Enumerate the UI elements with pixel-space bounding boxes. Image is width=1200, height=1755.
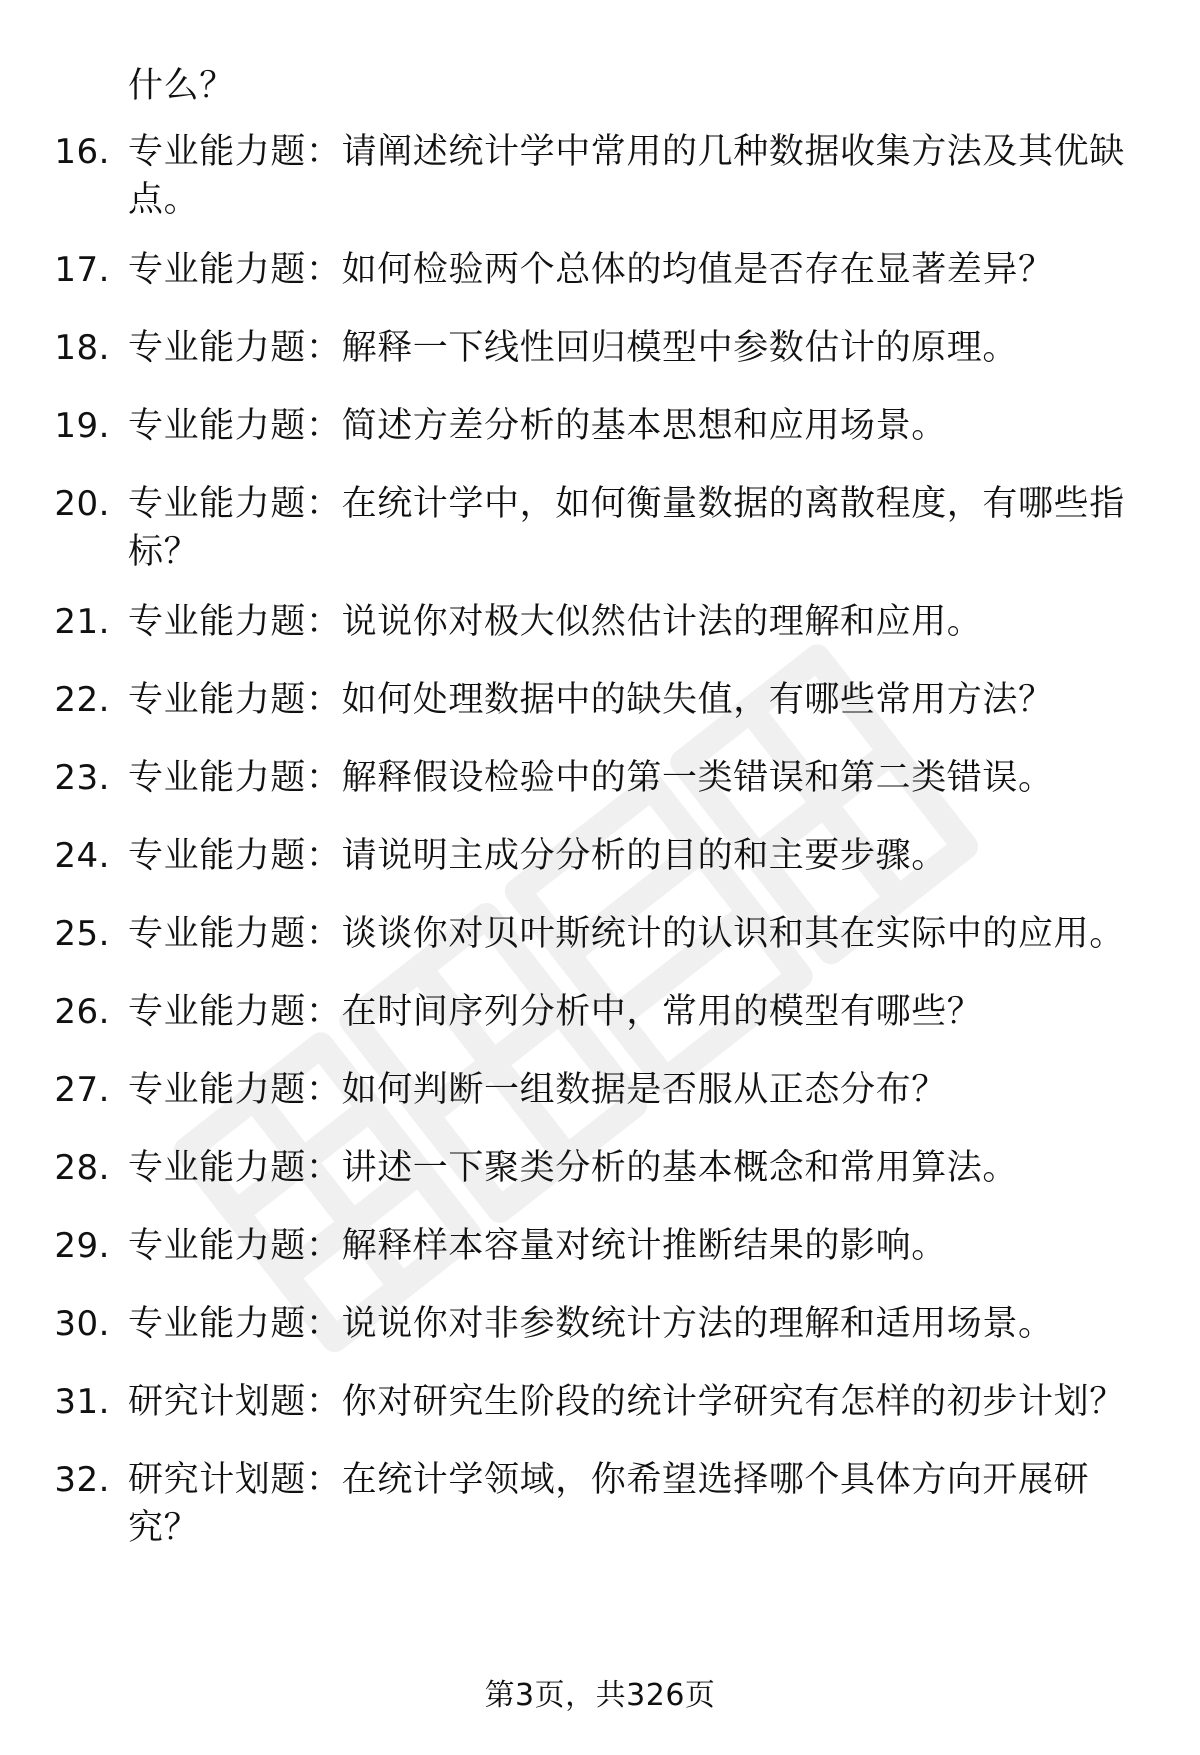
question-body [128,988,1138,1036]
question-number: 24. [54,836,110,876]
question-number: 20. [54,484,110,524]
question-category: 专业能力题： [128,602,342,642]
question-number: 22. [54,680,110,720]
question-number: 25. [54,914,110,954]
question-text: 在时间序列分析中，常用的模型有哪些？ [341,992,983,1032]
question-category: 专业能力题： [128,1304,342,1344]
question-text: 讲述一下聚类分析的基本概念和常用算法。 [341,1148,1019,1188]
question-category: 专业能力题： [128,836,342,876]
question-body [128,480,1138,576]
question-number: 23. [54,758,110,798]
question-text: 说说你对极大似然估计法的理解和应用。 [341,602,983,642]
question-category: 研究计划题： [128,1460,342,1500]
question-text: 你对研究生阶段的统计学研究有怎样的初步计划？ [341,1382,1125,1422]
question-category: 专业能力题： [128,758,342,798]
question-number: 16. [54,132,110,172]
question-number: 26. [54,992,110,1032]
question-text: 如何处理数据中的缺失值，有哪些常用方法？ [341,680,1054,720]
question-body [128,1144,1138,1192]
question-text: 解释假设检验中的第一类错误和第二类错误。 [341,758,1054,798]
question-body [128,754,1138,802]
question-number: 27. [54,1070,110,1110]
question-category: 专业能力题： [128,680,342,720]
question-text: 请阐述统计学中常用的几种数据收集方法及其优缺点。 [128,132,1125,220]
question-body [128,910,1138,958]
question-number: 30. [54,1304,110,1344]
question-body [128,832,1138,880]
question-category: 专业能力题： [128,132,342,172]
question-text: 在统计学中，如何衡量数据的离散程度，有哪些指标？ [128,484,1125,572]
question-text: 请说明主成分分析的目的和主要步骤。 [341,836,947,876]
question-category: 专业能力题： [128,250,342,290]
question-body [128,1378,1138,1426]
question-category: 专业能力题： [128,484,342,524]
page-footer: 第3页，共326页 [484,1678,716,1713]
question-text: 解释样本容量对统计推断结果的影响。 [341,1226,947,1266]
question-body [128,128,1138,224]
question-body [128,598,1138,646]
question-body [128,1300,1138,1348]
question-text: 简述方差分析的基本思想和应用场景。 [341,406,947,446]
question-text: 如何检验两个总体的均值是否存在显著差异？ [341,250,1054,290]
question-number: 18. [54,328,110,368]
question-number: 21. [54,602,110,642]
question-category: 专业能力题： [128,406,342,446]
question-body [128,402,1138,450]
question-category: 研究计划题： [128,1382,342,1422]
question-category: 专业能力题： [128,1070,342,1110]
question-body [128,1066,1138,1114]
question-body [128,1222,1138,1270]
question-text: 解释一下线性回归模型中参数估计的原理。 [341,328,1019,368]
question-category: 专业能力题： [128,914,342,954]
question-category: 专业能力题： [128,1148,342,1188]
question-number: 31. [54,1382,110,1422]
question-body [128,324,1138,372]
question-body [128,246,1138,294]
question-number: 28. [54,1148,110,1188]
continued-question-text: 什么？ [128,66,235,106]
question-body [128,1456,1138,1552]
question-number: 17. [54,250,110,290]
question-category: 专业能力题： [128,328,342,368]
question-body [128,676,1138,724]
question-text: 如何判断一组数据是否服从正态分布？ [341,1070,947,1110]
question-number: 29. [54,1226,110,1266]
question-text: 说说你对非参数统计方法的理解和适用场景。 [341,1304,1054,1344]
question-category: 专业能力题： [128,992,342,1032]
question-number: 32. [54,1460,110,1500]
question-category: 专业能力题： [128,1226,342,1266]
question-text: 谈谈你对贝叶斯统计的认识和其在实际中的应用。 [341,914,1125,954]
question-text: 在统计学领域，你希望选择哪个具体方向开展研究？ [128,1460,1090,1548]
question-number: 19. [54,406,110,446]
